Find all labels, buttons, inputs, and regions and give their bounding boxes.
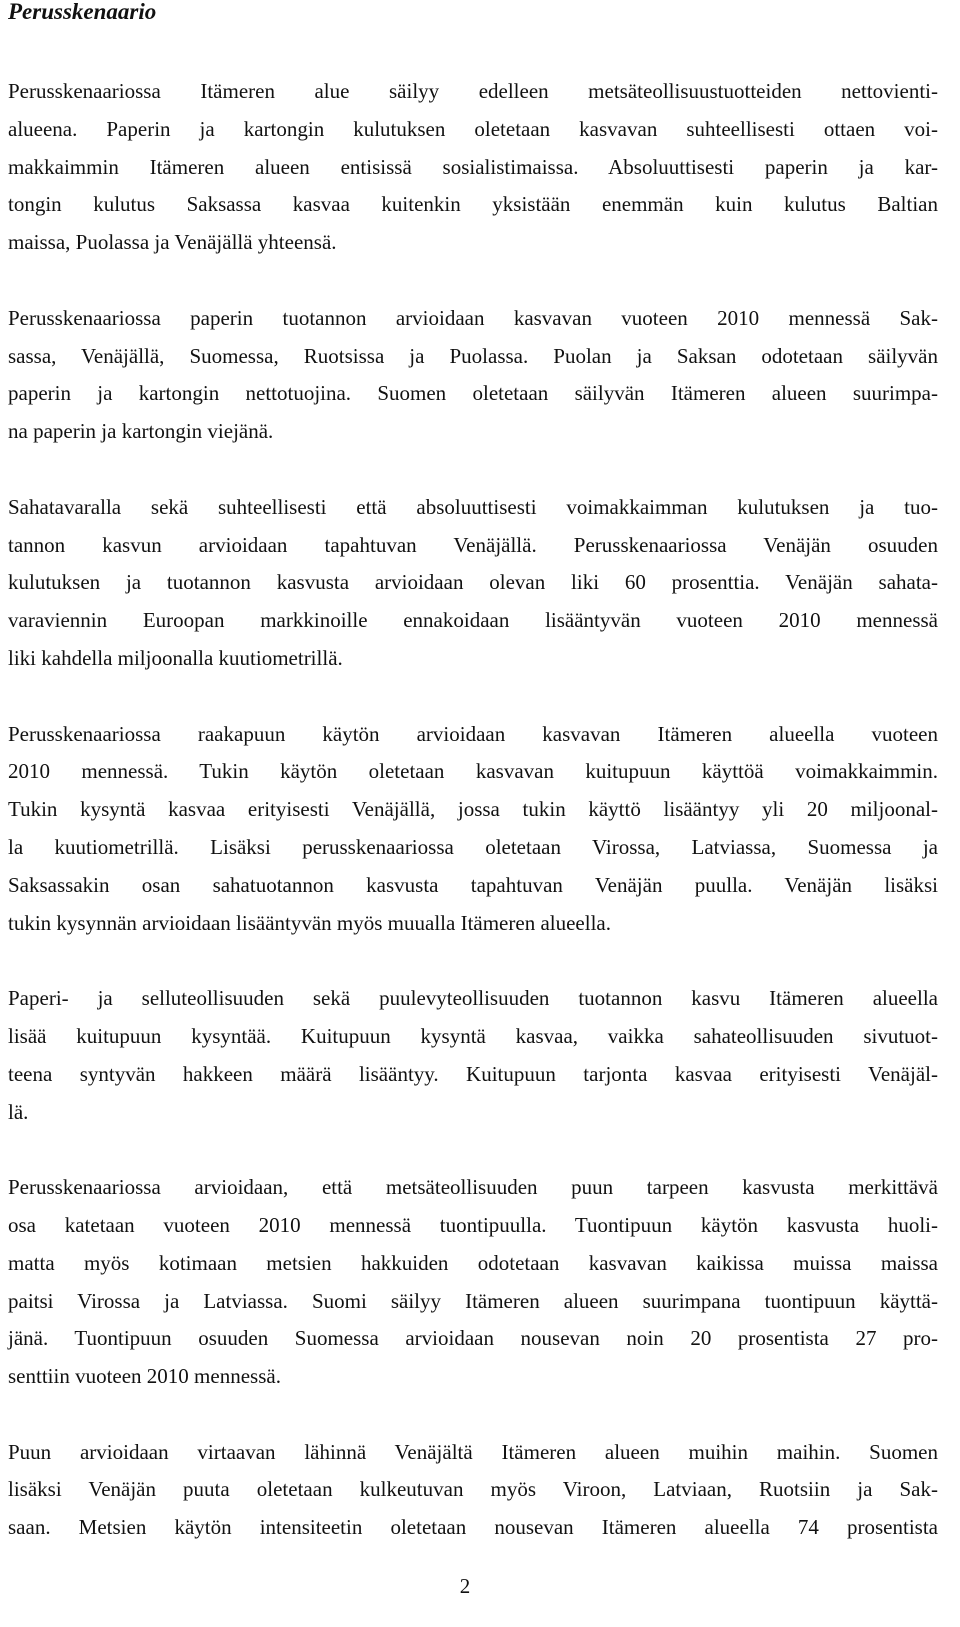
- paragraph: [8, 1434, 938, 1547]
- text-line: paperin ja kartongin nettotuojina. Suomen oletetaan säilyvän Itämeren alueen suurimpa-: [8, 381, 938, 406]
- paragraph: [8, 300, 938, 451]
- text-line: Paperi- ja selluteollisuuden sekä puulevyteollisuuden tuotannon kasvu Itämeren alueella: [8, 986, 938, 1011]
- paragraph: [8, 716, 938, 943]
- text-line: Puun arvioidaan virtaavan lähinnä Venäjältä Itämeren alueen muihin maihin. Suomen: [8, 1439, 938, 1464]
- text-line: paitsi Virossa ja Latviassa. Suomi säilyy Itämeren alueen suurimpana tuontipuun käyttä-: [8, 1288, 938, 1313]
- text-line: lisäksi Venäjän puuta oletetaan kulkeutuvan myös Viroon, Latviaan, Ruotsiin ja Sak-: [8, 1477, 938, 1502]
- text-line: kulutuksen ja tuotannon kasvusta arvioidaan olevan liki 60 prosenttia. Venäjän sahata-: [8, 570, 938, 595]
- body-text: [8, 73, 938, 1547]
- text-line: tongin kulutus Saksassa kasvaa kuitenkin yksistään enemmän kuin kulutus Baltian: [8, 192, 938, 217]
- text-line: sassa, Venäjällä, Suomessa, Ruotsissa ja Puolassa. Puolan ja Saksan odotetaan säilyvän: [8, 343, 938, 368]
- text-line: maissa, Puolassa ja Venäjällä yhteensä.: [8, 230, 337, 255]
- text-line: teena syntyvän hakkeen määrä lisääntyy. Kuitupuun tarjonta kasvaa erityisesti Venäjäl-: [8, 1061, 938, 1086]
- text-line: tukin kysynnän arvioidaan lisääntyvän myös muualla Itämeren alueella.: [8, 910, 611, 935]
- text-line: lä.: [8, 1099, 29, 1124]
- text-line: na paperin ja kartongin viejänä.: [8, 419, 274, 444]
- text-line: alueena. Paperin ja kartongin kulutuksen oletetaan kasvavan suhteellisesti ottaen voi-: [8, 116, 938, 141]
- text-line: Saksassakin osan sahatuotannon kasvusta tapahtuvan Venäjän puulla. Venäjän lisäksi: [8, 872, 938, 897]
- text-line: la kuutiometrillä. Lisäksi perusskenaariossa oletetaan Virossa, Latviassa, Suomessa ja: [8, 834, 938, 859]
- text-line: Perusskenaariossa paperin tuotannon arvioidaan kasvavan vuoteen 2010 mennessä Sak-: [8, 305, 938, 330]
- text-line: jänä. Tuontipuun osuuden Suomessa arvioidaan nousevan noin 20 prosentista 27 pro-: [8, 1326, 938, 1351]
- document-page: [8, 0, 938, 1585]
- text-line: Sahatavaralla sekä suhteellisesti että absoluuttisesti voimakkaimman kulutuksen ja tuo-: [8, 494, 938, 519]
- text-line: liki kahdella miljoonalla kuutiometrillä.: [8, 645, 343, 670]
- text-line: senttiin vuoteen 2010 mennessä.: [8, 1364, 281, 1389]
- text-line: varaviennin Euroopan markkinoille ennakoidaan lisääntyvän vuoteen 2010 mennessä: [8, 608, 938, 633]
- text-line: Perusskenaariossa Itämeren alue säilyy edelleen metsäteollisuustuotteiden nettovienti-: [8, 79, 938, 103]
- paragraph: [8, 1169, 938, 1396]
- text-line: lisää kuitupuun kysyntää. Kuitupuun kysyntä kasvaa, vaikka sahateollisuuden sivutuot-: [8, 1023, 938, 1048]
- page-number: 2: [459, 1574, 471, 1598]
- text-line: makkaimmin Itämeren alueen entisissä sosialistimaissa. Absoluuttisesti paperin ja kar-: [8, 154, 938, 179]
- text-line: saan. Metsien käytön intensiteetin oletetaan nousevan Itämeren alueella 74 prosentista: [8, 1515, 938, 1540]
- paragraph: [8, 489, 938, 678]
- paragraph: [8, 73, 938, 262]
- text-line: osa katetaan vuoteen 2010 mennessä tuontipuulla. Tuontipuun käytön kasvusta huoli-: [8, 1212, 938, 1237]
- text-line: 2010 mennessä. Tukin käytön oletetaan kasvavan kuitupuun käyttöä voimakkaimmin.: [8, 759, 938, 784]
- text-line: tannon kasvun arvioidaan tapahtuvan Venäjällä. Perusskenaariossa Venäjän osuuden: [8, 532, 938, 557]
- text-line: Perusskenaariossa arvioidaan, että metsäteollisuuden puun tarpeen kasvusta merkittävä: [8, 1175, 938, 1200]
- text-line: Perusskenaariossa raakapuun käytön arvioidaan kasvavan Itämeren alueella vuoteen: [8, 721, 938, 746]
- paragraph: [8, 980, 938, 1131]
- text-line: matta myös kotimaan metsien hakkuiden odotetaan kasvavan kaikissa muissa maissa: [8, 1250, 938, 1275]
- section-heading: Perusskenaario: [8, 0, 157, 24]
- text-line: Tukin kysyntä kasvaa erityisesti Venäjällä, jossa tukin käyttö lisääntyy yli 20 miljoonal-: [8, 797, 938, 822]
